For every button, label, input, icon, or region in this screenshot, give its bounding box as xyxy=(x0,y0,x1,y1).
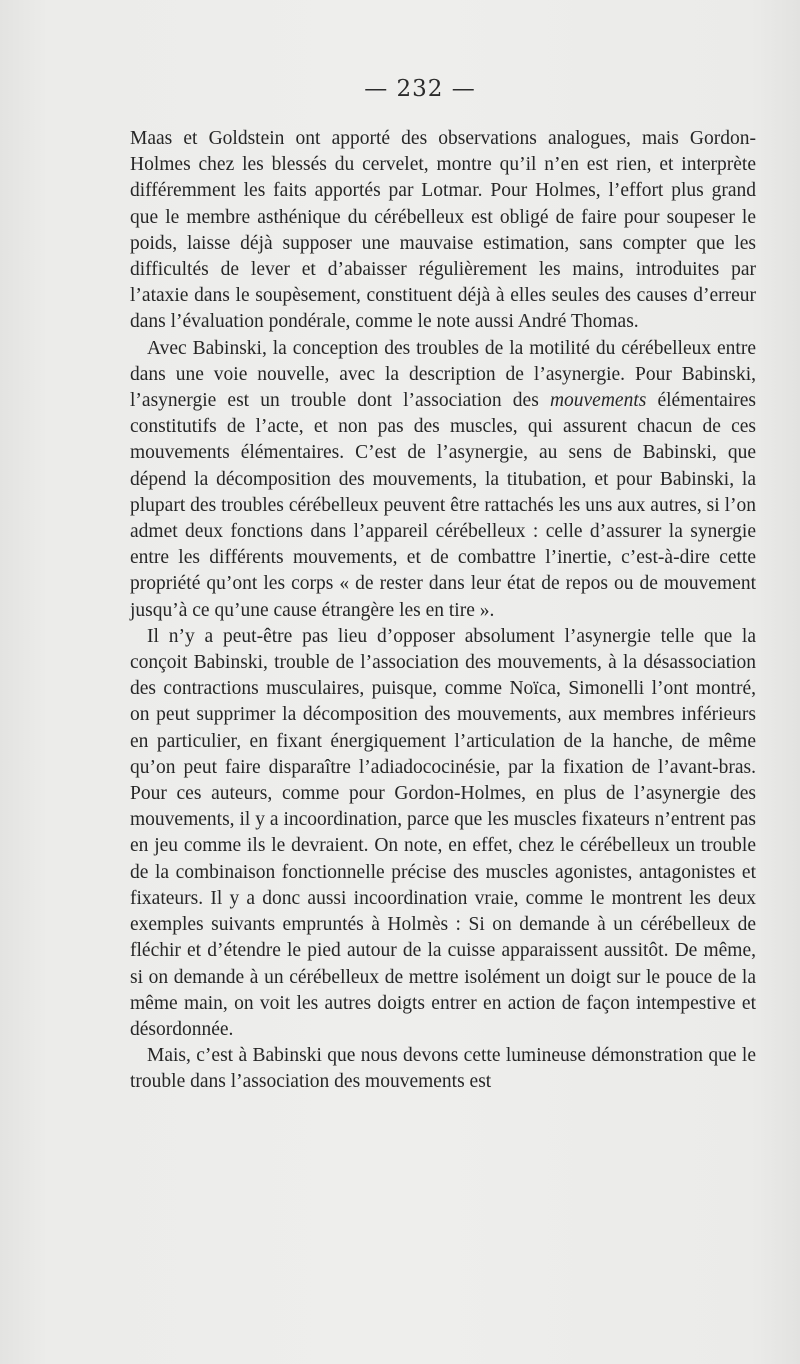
paragraph-4: Mais, c’est à Babinski que nous devons cette lumineuse démonstration que le trouble dans l’association des mouvements est xyxy=(130,1045,756,1093)
paragraph-2-end: élémentaires constitutifs de l’acte, et non pas des muscles, qui assurent chacun de ces mouvements élémentaires. C’est de l’asynergie, au sens de Babinski, que dépend la décomposition des mouvements, la titubation, et pour Babinski, la plupart des troubles cérébelleux peuvent être rattachés les uns aux autres, si l’on admet deux fonctions dans l’appareil cérébelleux : celle d’assurer la synergie entre les différents mouvements, et de combattre l’inertie, c’est-à-dire cette propriété qu’ont les corps « de rester dans leur état de repos ou de mouvement jusqu’à ce qu’une cause étrangère les en tire ». xyxy=(130,390,757,621)
paragraph-2 xyxy=(130,336,756,624)
paragraph-1: Maas et Goldstein ont apporté des observations analogues, mais Gordon-Holmes chez les blessés du cervelet, montre qu’il n’en est rien, et interprète différemment les faits apportés par Lotmar. Pour Holmes, l’effort plus grand que le membre asthénique du cérébelleux est obligé de faire pour soupeser le poids, laisse déjà supposer une mauvaise estimation, sans compter que les difficultés de lever et d’abaisser régulièrement les mains, introduites par l’ataxie dans le soupèsement, constituent déjà à elles seules des causes d’erreur dans l’évaluation pondérale, comme le note aussi André Thomas. xyxy=(130,128,756,333)
paragraph-3: Il n’y a peut-être pas lieu d’opposer absolument l’asynergie telle que la conçoit Babinski, trouble de l’association des mouvements, à la désassociation des contractions musculaires, puisque, comme Noïca, Simonelli l’ont montré, on peut supprimer la décomposition des mouvements, aux membres inférieurs en particulier, en fixant énergiquement l’articulation de la hanche, de même qu’on peut faire disparaître l’adiadococinésie, par la fixation de l’avant-bras. Pour ces auteurs, comme pour Gordon-Holmes, en plus de l’asynergie des mouvements, il y a incoordination, parce que les muscles fixateurs n’entrent pas en jeu comme ils le devraient. On note, en effet, chez le cérébelleux un trouble de la combinaison fonctionnelle précise des muscles agonistes, antagonistes et fixateurs. Il y a donc aussi incoordination vraie, comme le montrent les deux exemples suivants empruntés à Holmès : Si on demande à un cérébelleux de fléchir et d’étendre le pied autour de la cuisse apparaissent aussitôt. De même, si on demande à un cérébelleux de mettre isolément un doigt sur le pouce de la même main, on voit les autres doigts entrer en action de façon intempestive et désordonnée. xyxy=(130,625,756,1040)
body-text xyxy=(130,126,756,1096)
paragraph-2-start: Avec Babinski, la conception des troubles de la motilité du cérébelleux entre dans une voie nouvelle, avec la description de l’asynergie. Pour Babinski, l’asynergie est un trouble dont l’association des xyxy=(130,337,756,412)
page-number: — 232 — xyxy=(364,76,476,102)
paragraph-2-italic-word: mouvements xyxy=(549,390,647,412)
